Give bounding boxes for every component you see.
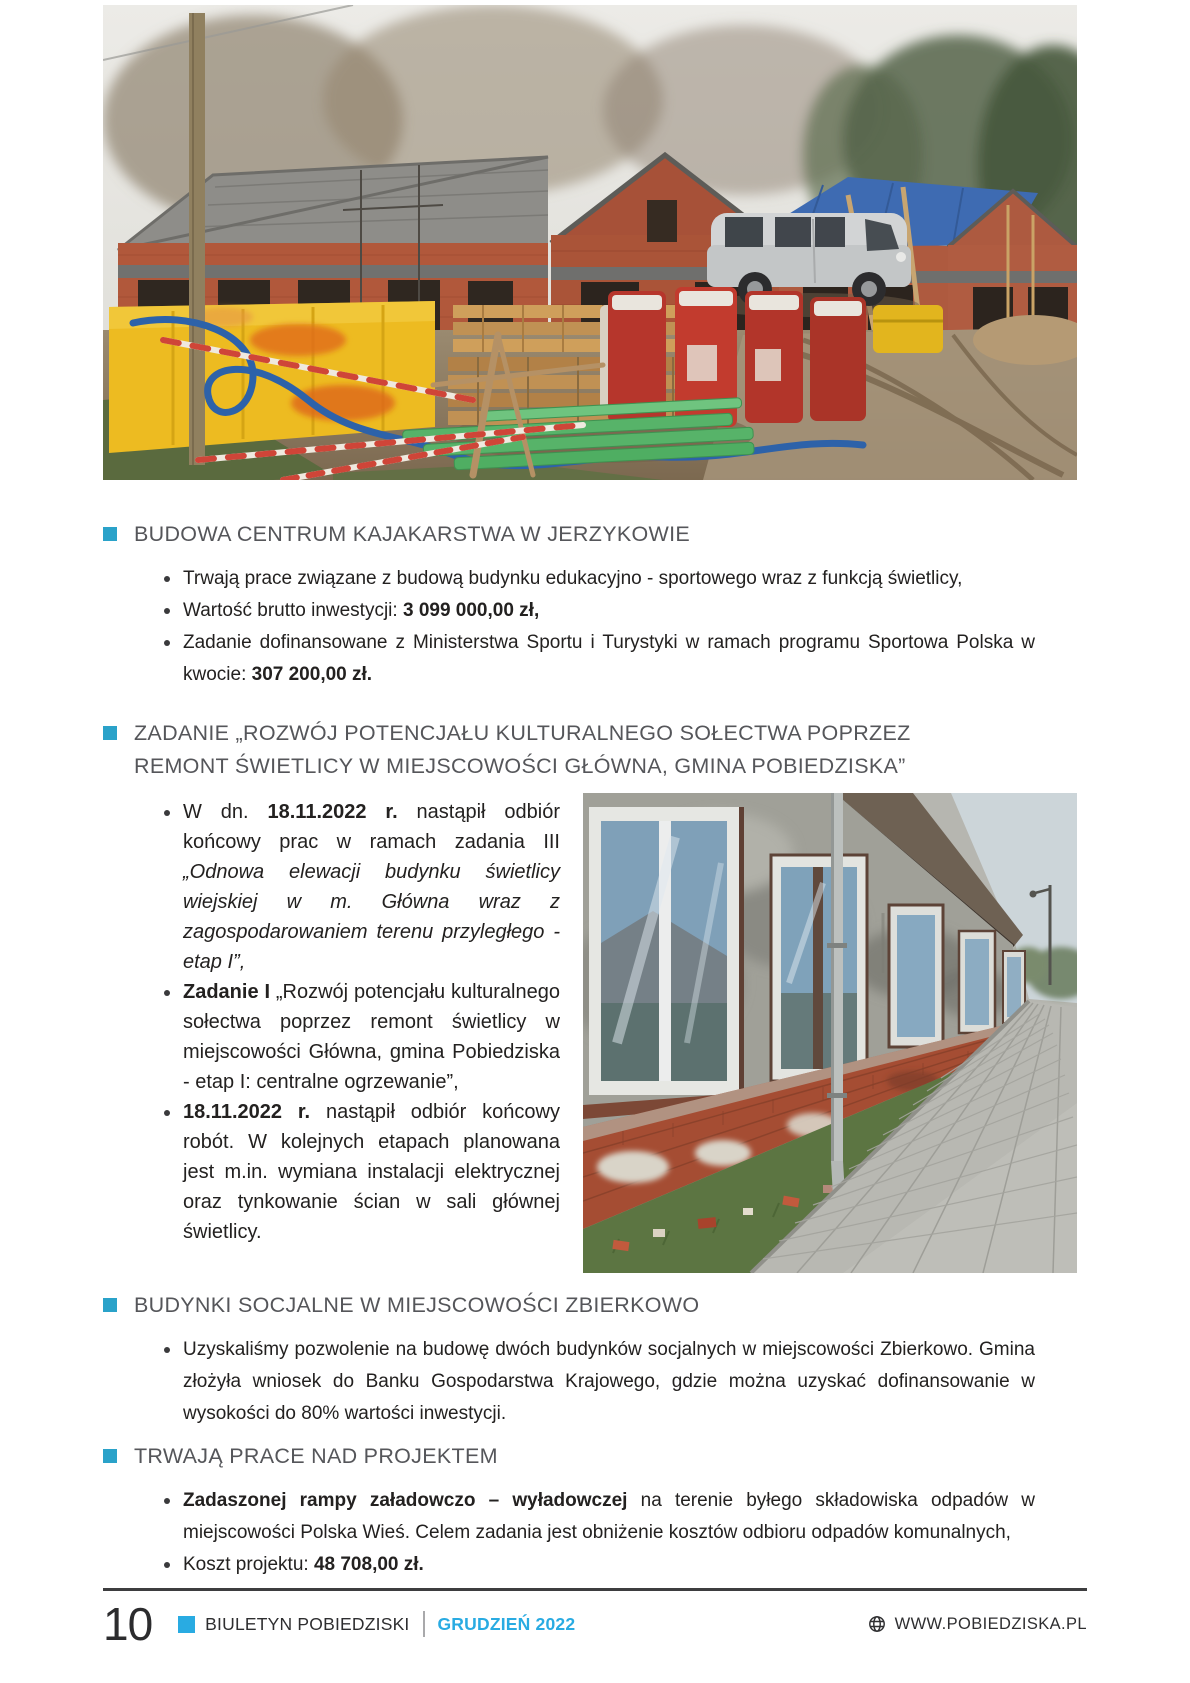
list-item [155,563,1035,595]
bullet-text: na terenie byłego składowiska odpadów w miejscowości Polska Wieś. Celem zadania jest obniżenie kosztów odbioru odpadów komunalnych, [183,1490,1035,1543]
bullet-text: W dn. [183,801,268,823]
list-item [155,1334,1035,1430]
footer-row [103,1598,1087,1650]
section-community-hall-renovation [103,717,1077,1273]
bullet-text: nastąpił odbiór końcowy robót. W kolejnych etapach planowana jest m.in. wymiana instalacji elektrycznej oraz tynkowanie ścian w sali głównej świetlicy. [183,1101,560,1243]
section-marker-icon [103,527,117,541]
list-item [155,627,1035,691]
section-title: BUDOWA CENTRUM KAJAKARSTWA W JERZYKOWIE [134,522,691,546]
section-heading-row [103,1289,1077,1322]
list-item [155,1549,1035,1581]
bullet-text-bold: 3 099 000,00 zł, [402,600,540,621]
bullet-list [155,563,1035,691]
footer-website-group [868,1615,1087,1634]
bullet-text: Wartość brutto inwestycji: [183,600,403,621]
section-marker-icon [103,726,117,740]
bullet-text: nastąpił odbiór końcowy prac w ramach zadania III [183,801,560,853]
section-title: ZADANIE „ROZWÓJ POTENCJAŁU KULTURALNEGO SOŁECTWA POPRZEZ REMONT ŚWIETLICY W MIEJSCOWOŚCI GŁÓWNA, GMINA POBIEDZISKA” [134,721,911,778]
website-url: WWW.POBIEDZISKA.PL [894,1614,1087,1633]
bullet-text-bold: 18.11.2022 r. [183,1101,311,1123]
text-photo-columns [103,793,1077,1273]
footer-rule [103,1588,1087,1591]
construction-site-photo [103,5,1077,480]
bulletin-title: BIULETYN POBIEDZISKI [205,1613,410,1634]
section-marker-icon [103,1449,117,1463]
list-item [155,595,1035,627]
bullet-text: Koszt projektu: [183,1554,314,1575]
bullet-text: Trwają prace związane z budową budynku edukacyjno - sportowego wraz z funkcją świetlicy, [183,568,963,589]
page-number: 10 [103,1598,153,1650]
renovated-building-photo [583,793,1077,1273]
section-heading-row [103,518,1077,551]
bullet-text: „Rozwój potencjału kulturalnego sołectwa poprzez remont świetlicy w miejscowości Główna, gmina Pobiedziska - etap I: centralne ogrzewanie”, [183,981,560,1093]
footer-square-icon [178,1616,195,1633]
bullet-text: Zadanie dofinansowane z Ministerstwa Sportu i Turystyki w ramach programu Sportowa Polska w kwocie: [183,632,1035,685]
issue-date: GRUDZIEŃ 2022 [437,1613,576,1634]
bullet-text-bold: Zadanie I [183,981,276,1003]
page-footer [103,1588,1087,1650]
bullet-text-italic: „Odnowa elewacji budynku świetlicy wiejskiej w m. Główna wraz z zagospodarowaniem terenu przyległego - etap I”, [183,861,560,973]
section-title: TRWAJĄ PRACE NAD PROJEKTEM [134,1444,498,1468]
list-item [155,977,560,1097]
bullet-list [155,1334,1035,1430]
globe-icon [868,1615,886,1633]
section-heading-row [103,1440,1077,1473]
section-heading-row [103,717,1077,783]
list-item [155,797,560,977]
page-content [103,5,1077,1581]
bullet-list [155,1485,1035,1581]
list-item [155,1097,560,1247]
section-project-in-progress [103,1440,1077,1581]
section-social-buildings [103,1289,1077,1430]
bullet-text-bold: 307 200,00 zł. [251,664,373,685]
bullet-text-bold: Zadaszonej rampy załadowczo – wyładowczej [183,1490,628,1511]
list-item [155,1485,1035,1549]
bullet-list [155,797,560,1273]
section-kayaking-center [103,518,1077,691]
bullet-text: Uzyskaliśmy pozwolenie na budowę dwóch budynków socjalnych w miejscowości Zbierkowo. Gmina złożyła wniosek do Banku Gospodarstwa Krajowego, gdzie można uzyskać dofinansowanie w wysokości do 80% wartości inwestycji. [183,1339,1035,1424]
bullet-text-bold: 48 708,00 zł. [313,1554,424,1575]
section-marker-icon [103,1298,117,1312]
footer-separator [423,1611,425,1637]
bullet-text-bold: 18.11.2022 r. [267,801,398,823]
section-title: BUDYNKI SOCJALNE W MIEJSCOWOŚCI ZBIERKOWO [134,1293,700,1317]
